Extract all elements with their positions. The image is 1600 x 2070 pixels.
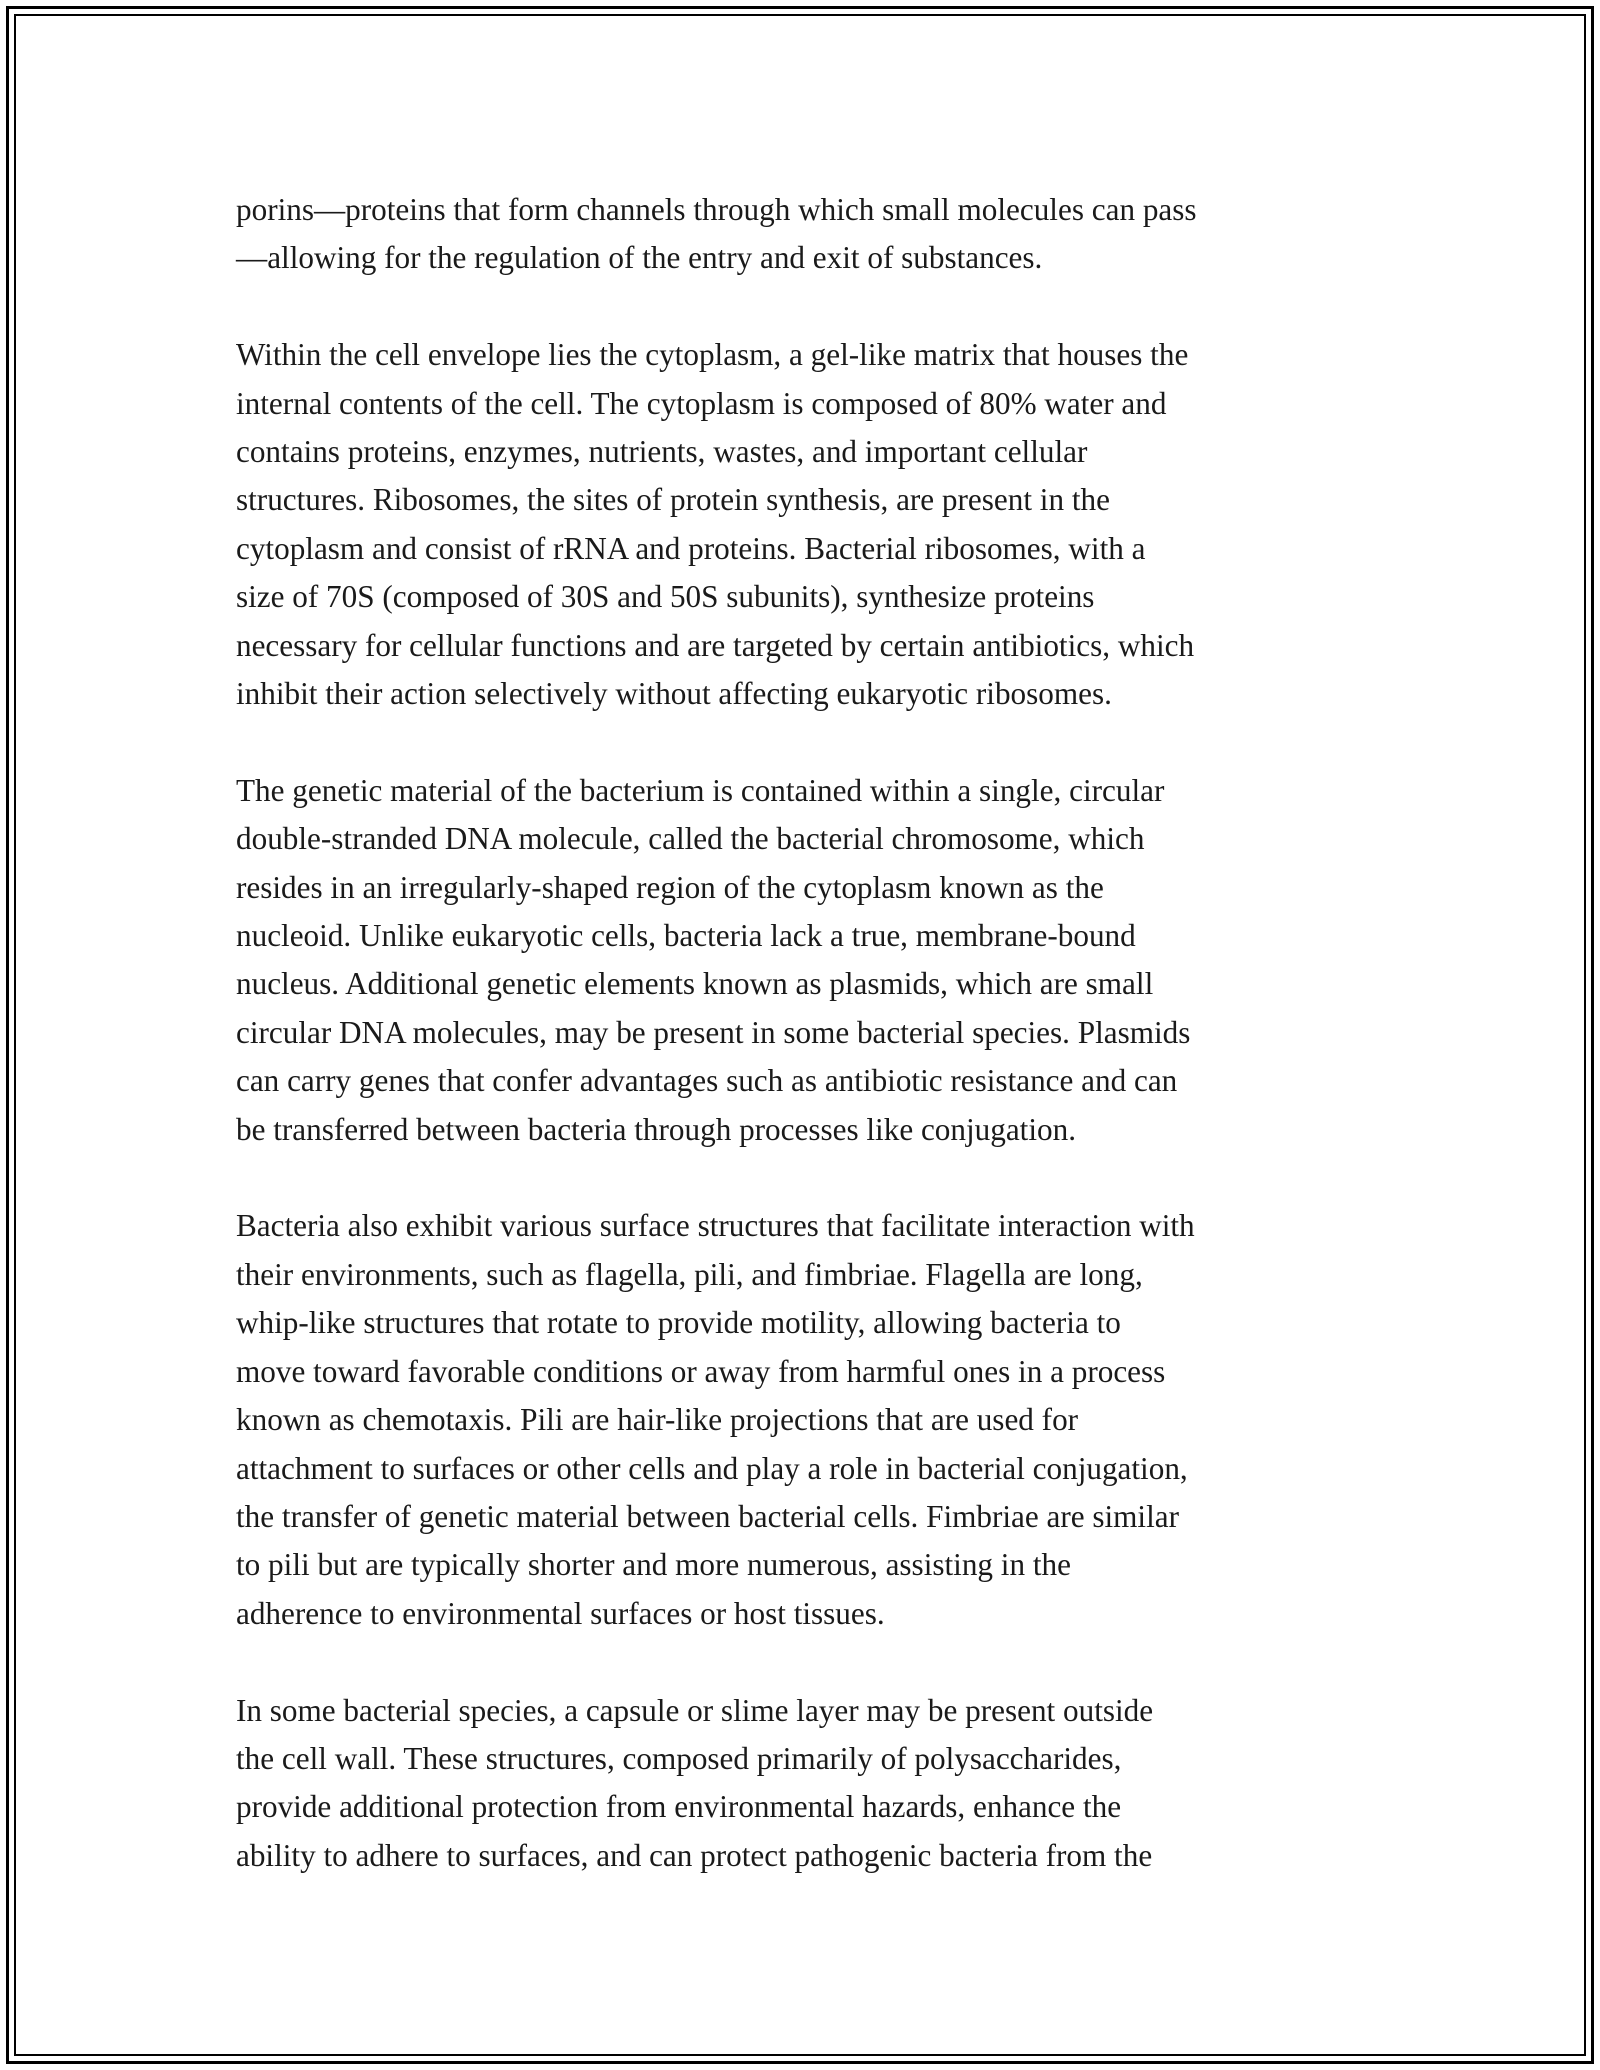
paragraph-genetic-material: The genetic material of the bacterium is contained within a single, circular double-stranded DNA molecule, called the bacterial chromosome, which resides in an irregularly-shaped region of the cytoplasm known as the nucleoid. Unlike eukaryotic cells, bacteria lack a true, membrane-bound nucleus. Additional genetic elements known as plasmids, which are small circular DNA molecules, may be present in some bacterial species. Plasmids can carry genes that confer advantages such as antibiotic resistance and can be transferred between bacteria through processes like conjugation. (236, 772, 1191, 1147)
document-body (236, 186, 1376, 1880)
paragraph-capsule: In some bacterial species, a capsule or slime layer may be present outside the cell wall. These structures, composed primarily of polysaccharides, provide additional protection from environmental hazards, enhance the ability to adhere to surfaces, and can protect pathogenic bacteria from the (236, 1692, 1154, 1873)
paragraph-surface-structures: Bacteria also exhibit various surface structures that facilitate interaction with their environments, such as flagella, pili, and fimbriae. Flagella are long, whip-like structures that rotate to provide motility, allowing bacteria to move toward favorable conditions or away from harmful ones in a process known as chemotaxis. Pili are hair-like projections that are used for attachment to surfaces or other cells and play a role in bacterial conjugation, the transfer of genetic material between bacterial cells. Fimbriae are similar to pili but are typically shorter and more numerous, assisting in the adherence to environmental surfaces or host tissues. (236, 1208, 1195, 1631)
paragraph-porins: porins—proteins that form channels through which small molecules can pass —allowing for the regulation of the entry and exit of substances. (236, 192, 1197, 276)
paragraph-cytoplasm: Within the cell envelope lies the cytoplasm, a gel-like matrix that houses the internal contents of the cell. The cytoplasm is composed of 80% water and contains proteins, enzymes, nutrients, wastes, and important cellular structures. Ribosomes, the sites of protein synthesis, are present in the cytoplasm and consist of rRNA and proteins. Bacterial ribosomes, with a size of 70S (composed of 30S and 50S subunits), synthesize proteins necessary for cellular functions and are targeted by certain antibiotics, which inhibit their action selectively without affecting eukaryotic ribosomes. (236, 337, 1195, 712)
